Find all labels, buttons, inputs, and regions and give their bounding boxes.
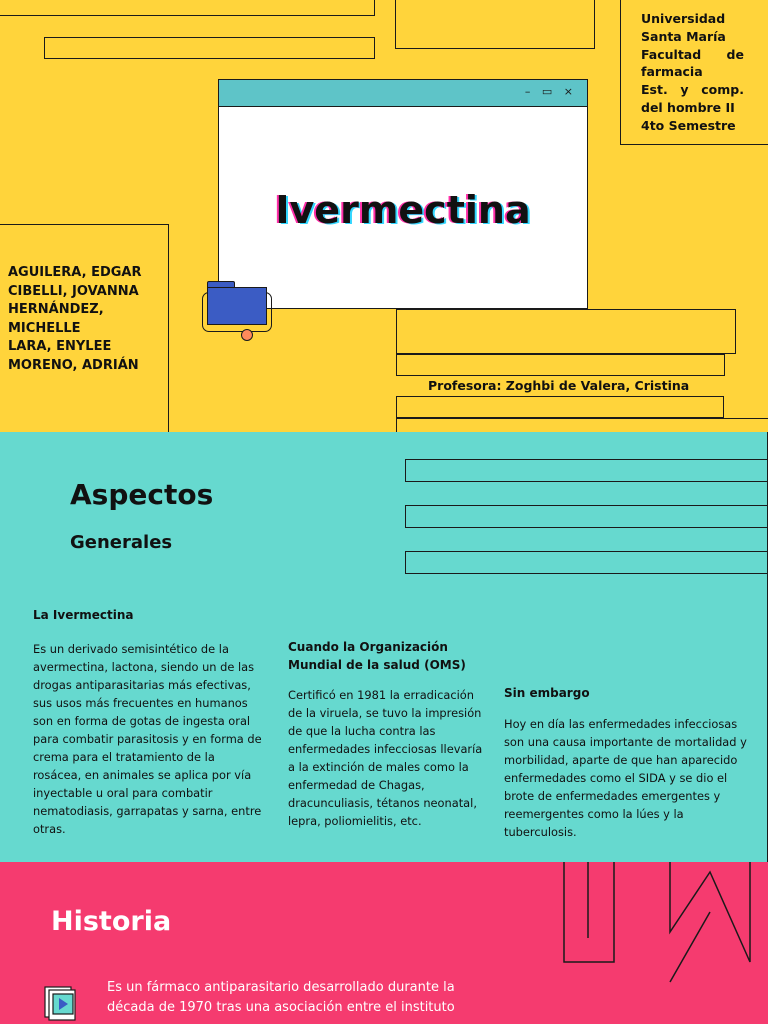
- aspectos-section: [0, 432, 768, 862]
- historia-section: [0, 862, 768, 1024]
- column-heading: La Ivermectina: [33, 608, 134, 622]
- author-line: MORENO, ADRIÁN: [8, 357, 139, 373]
- professor-name: Profesora: Zoghbi de Valera, Cristina: [428, 378, 690, 393]
- historia-text: Es un fármaco antiparasitario desarrollado durante la década de 1970 tras una asociación entre el instituto: [107, 980, 455, 1015]
- decorative-line-box: [44, 37, 375, 59]
- author-line: CIBELLI, JOVANNA: [8, 283, 139, 299]
- decorative-line-box: [405, 505, 768, 528]
- university-info: [641, 10, 744, 135]
- column-heading: Sin embargo: [504, 686, 590, 700]
- column-text: Certificó en 1981 la erradicación de la viruela, se tuvo la impresión de que la lucha contra las enfermedades infecciosas llevaría a la extinción de males como la enfermedad de Chagas, dracunculiasis, tétanos neonatal, lepra, poliomielitis, etc.: [288, 688, 483, 828]
- author-line: AGUILERA, EDGAR: [8, 265, 142, 280]
- university-line: Est. y comp.: [641, 82, 744, 98]
- university-line: 4to Semestre: [641, 117, 736, 133]
- decorative-letters: [560, 862, 768, 1024]
- title-section: [0, 0, 768, 432]
- university-line: Universidad: [641, 11, 726, 26]
- decorative-line-box: [396, 309, 736, 354]
- decorative-line-box: [405, 551, 768, 574]
- author-line: HERNÁNDEZ,: [8, 302, 104, 317]
- page-title: Ivermectina: [275, 188, 531, 232]
- university-line: Santa María: [641, 28, 726, 44]
- section-title: Historia: [51, 906, 172, 937]
- column-heading: Cuando la Organización Mundial de la salud (OMS): [288, 640, 466, 672]
- column-text: Hoy en día las enfermedades infecciosas son una causa importante de mortalidad y morbilidad, aparte de que han aparecido enfermedades como el SIDA y se dio el brote de enfermedades emergentes y reemergentes como la lúes y la tuberculosis.: [504, 717, 747, 839]
- university-line: farmacia: [641, 64, 703, 80]
- decorative-line-box: [405, 459, 768, 482]
- author-line: MICHELLE: [8, 320, 81, 336]
- window-controls-icon: – ▭ ×: [524, 85, 577, 98]
- title-window: [218, 79, 588, 309]
- university-line: del hombre II: [641, 99, 735, 115]
- author-line: LARA, ENYLEE: [8, 339, 112, 354]
- dot-icon: [241, 329, 253, 341]
- decorative-line-box: [396, 354, 725, 376]
- column-text: Es un derivado semisintético de la avermectina, lactona, siendo un de las drogas antiparasitarias más efectivas, sus usos más frecuentes en humanos son en forma de gotas de ingesta oral para combatir parasitosis y en forma de crema para el tratamiento de la rosácea, en animales se aplica por vía inyectable u oral para combatir nematodiasis, garrapatas y sarna, entre otras.: [33, 642, 262, 836]
- decorative-line-box: [396, 418, 768, 432]
- document-icon: [44, 986, 80, 1022]
- window-title-bar: [219, 80, 587, 107]
- decorative-line-box: [395, 0, 595, 49]
- authors-list: [8, 264, 141, 375]
- section-title: Aspectos: [70, 478, 214, 511]
- professor-box: [396, 396, 724, 418]
- section-subtitle: Generales: [70, 532, 173, 553]
- university-line: Facultad de: [641, 46, 744, 62]
- decorative-line-box: [0, 0, 375, 16]
- folder-icon: [207, 281, 267, 325]
